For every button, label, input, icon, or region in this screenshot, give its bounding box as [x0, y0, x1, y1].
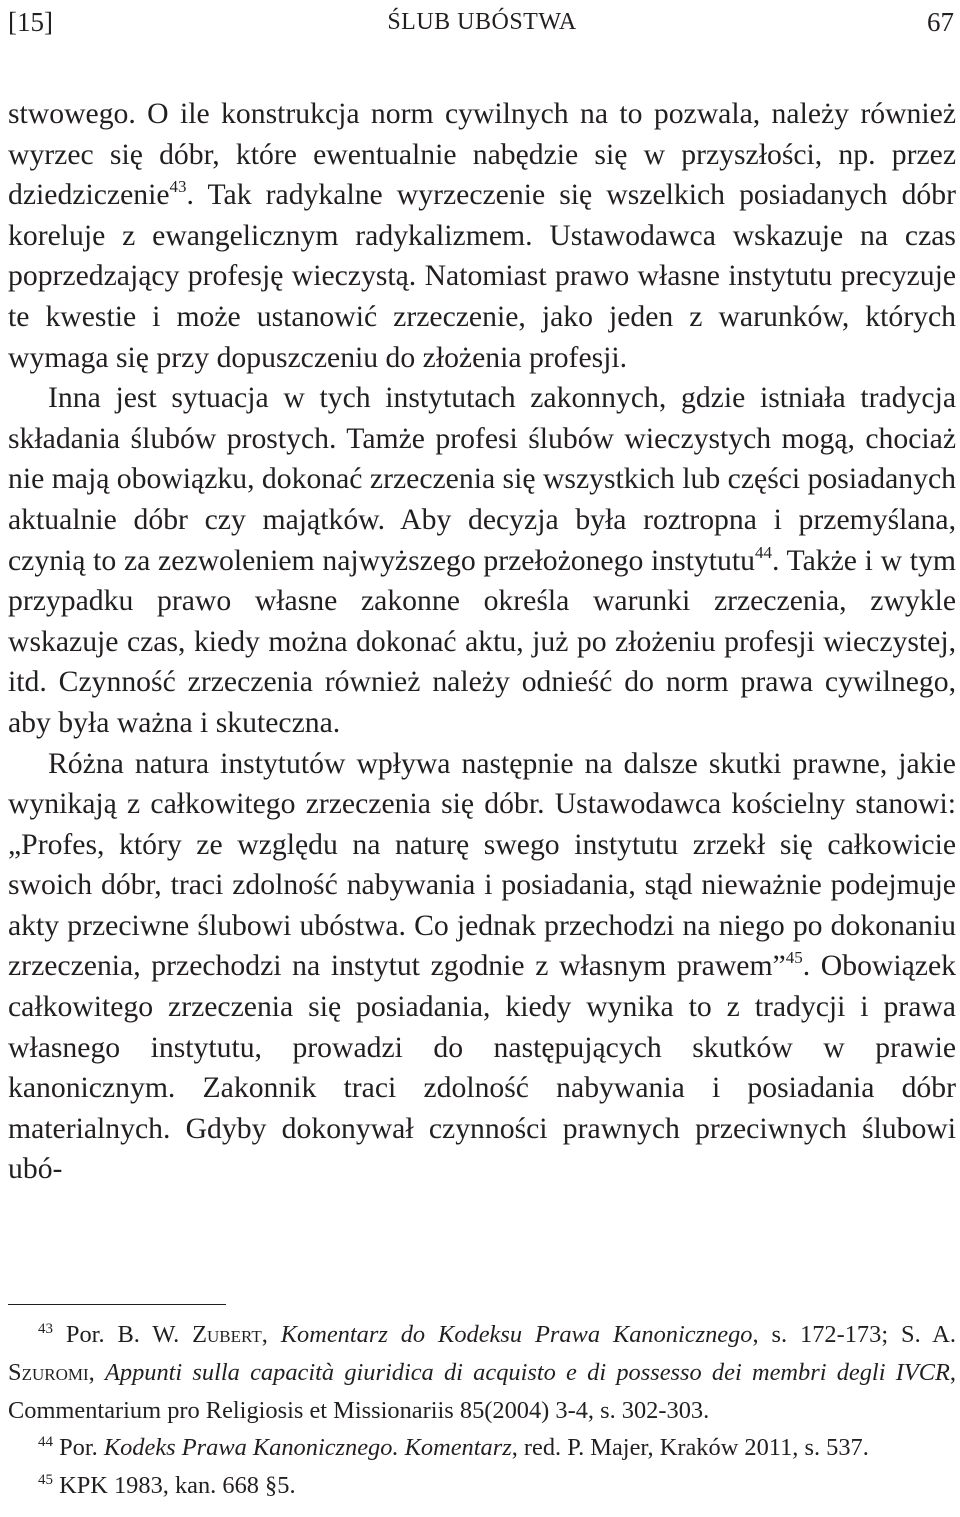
- paragraph-1: stwowego. O ile konstrukcja norm cywilnych na to pozwala, należy również wyrzec się dóbr, które ewentualnie nabędzie się w przyszłości, np. przez dziedziczenie$^{43}$. Tak radykalne wyrzeczenie się wszelkich posiadanych dóbr koreluje z ewangelicznym radykalizmem. Ustawodawca wskazuje na czas poprzedzający profesję wieczystą. Natomiast prawo własne instytutu precyzuje te kwestie i może ustanowić zrzeczenie, jako jeden z warunków, których wymaga się przy dopuszczeniu do złożenia profesji.: [8, 98, 956, 374]
- paragraph-3: Różna natura instytutów wpływa następnie na dalsze skutki prawne, jakie wynikają z całkowitego zrzeczenia się dóbr. Ustawodawca kościelny stanowi: „Profes, który ze względu na naturę swego instytutu zrzekł się całkowicie swoich dóbr, traci zdolność nabywania i posiadania, stąd nieważnie podejmuje akty przeciwne ślubowi ubóstwa. Co jednak przechodzi na niego po dokonaniu zrzeczenia, przechodzi na instytut zgodnie z własnym prawem”$^{45}$. Obowiązek całkowitego zrzeczenia się posiadania, kiedy wynika to z tradycji i prawa własnego instytutu, prowadzi do następujących skutków w prawie kanonicznym. Zakonnik traci zdolność nabywania i posiadania dóbr materialnych. Gdyby dokonywał czynności prawnych przeciwnych ślubowi ubó-: [8, 747, 956, 1186]
- footnote-number: 44: [38, 1434, 53, 1451]
- footnote-ref-43[interactable]: 43: [169, 177, 187, 197]
- page-ref: [15]: [8, 7, 53, 37]
- author-name: Zubert: [192, 1321, 262, 1348]
- footnote-43: $^{43}$ Por. B. W. Zubert, Komentarz do Kodeksu Prawa Kanonicznego, s. 172-173; S. A. Szuromi, Appunti sulla capacità giuridica di acquisto e di possesso dei membri degli IVCR, Commentarium pro Religiosis et Missionariis 85(2004) 3-4, s. 302-303.: [8, 1321, 957, 1424]
- page-number: 67: [927, 7, 954, 37]
- paragraph-2: Inna jest sytuacja w tych instytutach zakonnych, gdzie istniała tradycja składania ślubów prostych. Tamże profesi ślubów wieczystych mogą, chociaż nie mają obowiązku, dokonać zrzeczenia się wszystkich lub części posiadanych aktualnie dóbr czy majątków. Aby decyzja była roztropna i przemyślana, czynią to za zezwoleniem najwyższego przełożonego instytutu$^{44}$. Także i w tym przypadku prawo własne zakonne określa warunki zrzeczenia, zwykle wskazuje czas, kiedy można dokonać aktu, już po złożeniu profesji wieczystej, itd. Czynność zrzeczenia również należy odnieść do norm prawa cywilnego, aby była ważna i skuteczna.: [8, 382, 956, 739]
- running-title: ŚLUB UBÓSTWA: [387, 9, 577, 35]
- work-title: Komentarz do Kodeksu Prawa Kanonicznego: [280, 1321, 753, 1348]
- footnote-ref-44[interactable]: 44: [754, 542, 772, 562]
- author-name: Szuromi: [8, 1358, 89, 1386]
- footnote-ref-45[interactable]: 45: [785, 948, 803, 968]
- footnote-separator: [8, 1304, 226, 1305]
- running-header: [8, 2, 956, 42]
- footnote-44: $^{44}$ Por. Kodeks Prawa Kanonicznego. Komentarz, red. P. Majer, Kraków 2011, s. 537.: [38, 1434, 869, 1462]
- footnote-45: $^{45}$ KPK 1983, kan. 668 §5.: [38, 1472, 296, 1500]
- footnote-number: 43: [38, 1321, 53, 1337]
- work-title: Kodeks Prawa Kanonicznego. Komentarz: [103, 1434, 512, 1462]
- footnote-number: 45: [38, 1472, 53, 1489]
- work-title: Appunti sulla capacità giuridica di acquisto e di possesso dei membri degli IVCR: [104, 1358, 950, 1386]
- body-text: [8, 94, 956, 1190]
- footnotes: [8, 1316, 956, 1505]
